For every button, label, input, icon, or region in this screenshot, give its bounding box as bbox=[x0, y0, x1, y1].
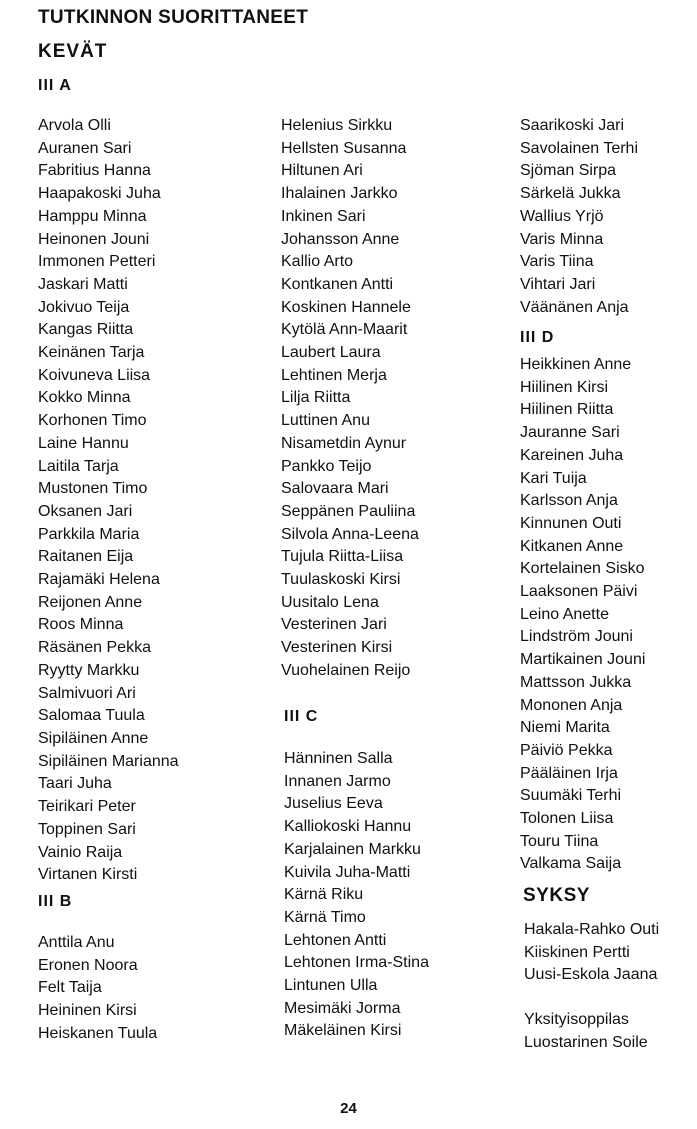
list-item: Savolainen Terhi bbox=[520, 139, 639, 157]
list-item: Laaksonen Päivi bbox=[520, 583, 638, 601]
list-item: Jaskari Matti bbox=[38, 275, 128, 293]
list-item: Hiilinen Riitta bbox=[520, 401, 614, 419]
list-item: Martikainen Jouni bbox=[520, 651, 646, 669]
list-item: Koivuneva Liisa bbox=[38, 366, 151, 384]
name-list-iii-b bbox=[38, 932, 157, 1046]
list-item: Vihtari Jari bbox=[520, 275, 596, 293]
page-number: 24 bbox=[340, 1100, 357, 1117]
list-item: Rajamäki Helena bbox=[38, 571, 160, 589]
list-item: Vuohelainen Reijo bbox=[281, 661, 411, 679]
list-item: Pääläinen Irja bbox=[520, 764, 618, 782]
list-item: Saarikoski Jari bbox=[520, 117, 625, 134]
list-item: Leino Anette bbox=[520, 605, 609, 623]
group-heading-iii-d: III D bbox=[520, 329, 555, 346]
list-item: Väänänen Anja bbox=[520, 298, 629, 316]
list-item: Heikkinen Anne bbox=[520, 356, 632, 373]
list-item: Kari Tuija bbox=[520, 469, 587, 487]
list-item: Räsänen Pekka bbox=[38, 639, 151, 657]
list-item: Sipiläinen Anne bbox=[38, 729, 149, 747]
list-item: Niemi Marita bbox=[520, 719, 610, 737]
list-item: Tuulaskoski Kirsi bbox=[281, 571, 401, 589]
list-item: Luttinen Anu bbox=[281, 412, 370, 430]
list-item: Sipiläinen Marianna bbox=[38, 752, 179, 770]
list-item: Virtanen Kirsti bbox=[38, 866, 138, 884]
list-item: Innanen Jarmo bbox=[284, 772, 391, 790]
list-item: Kuivila Juha-Matti bbox=[284, 863, 411, 881]
list-item: Päiviö Pekka bbox=[520, 741, 613, 759]
list-item: Silvola Anna-Leena bbox=[281, 525, 419, 543]
group-heading-iii-c: III C bbox=[284, 708, 319, 725]
name-list-iii-a bbox=[38, 115, 179, 887]
list-item: Kortelainen Sisko bbox=[520, 560, 645, 578]
list-item: Lehtonen Antti bbox=[284, 931, 387, 949]
list-item: Mattsson Jukka bbox=[520, 673, 632, 691]
list-item: Salovaara Mari bbox=[281, 480, 389, 498]
list-item: Kärnä Timo bbox=[284, 908, 366, 926]
list-item: Mäkeläinen Kirsi bbox=[284, 1022, 402, 1040]
name-list-iii-b-continued bbox=[281, 115, 419, 683]
list-item: Korhonen Timo bbox=[38, 412, 147, 430]
list-item: Salmivuori Ari bbox=[38, 684, 136, 702]
list-item: Hänninen Salla bbox=[284, 750, 393, 767]
list-item: Toppinen Sari bbox=[38, 820, 136, 838]
list-item: Hellsten Susanna bbox=[281, 139, 407, 157]
list-item: Karjalainen Markku bbox=[284, 840, 421, 858]
season-heading-autumn: SYKSY bbox=[523, 885, 590, 906]
private-student-label: Yksityisoppilas bbox=[524, 1011, 629, 1028]
list-item: Vainio Raija bbox=[38, 843, 123, 861]
list-item: Teirikari Peter bbox=[38, 798, 136, 816]
list-item: Tujula Riitta-Liisa bbox=[281, 548, 404, 566]
list-item: Kärnä Riku bbox=[284, 886, 364, 904]
list-item: Raitanen Eija bbox=[38, 548, 134, 566]
list-item: Ihalainen Jarkko bbox=[281, 185, 398, 203]
list-item: Särkelä Jukka bbox=[520, 185, 621, 203]
list-item: Hamppu Minna bbox=[38, 207, 147, 225]
list-item: Wallius Yrjö bbox=[520, 207, 604, 225]
list-item: Tolonen Liisa bbox=[520, 810, 614, 828]
list-item: Sjöman Sirpa bbox=[520, 162, 617, 180]
private-student-block bbox=[524, 1009, 648, 1054]
list-item: Kareinen Juha bbox=[520, 446, 624, 464]
list-item: Fabritius Hanna bbox=[38, 162, 151, 180]
list-item: Heininen Kirsi bbox=[38, 1002, 137, 1020]
list-item: Hakala-Rahko Outi bbox=[524, 921, 660, 938]
list-item: Uusi-Eskola Jaana bbox=[524, 966, 658, 984]
list-item: Hiltunen Ari bbox=[281, 162, 363, 180]
list-item: Haapakoski Juha bbox=[38, 185, 161, 203]
name-list-autumn bbox=[524, 919, 659, 987]
list-item: Kontkanen Antti bbox=[281, 275, 394, 293]
list-item: Kangas Riitta bbox=[38, 321, 134, 339]
list-item: Anttila Anu bbox=[38, 934, 115, 951]
list-item: Heiskanen Tuula bbox=[38, 1024, 158, 1042]
list-item: Varis Tiina bbox=[520, 253, 594, 271]
list-item: Auranen Sari bbox=[38, 139, 132, 157]
list-item: Seppänen Pauliina bbox=[281, 502, 416, 520]
list-item: Taari Juha bbox=[38, 775, 112, 793]
list-item: Parkkila Maria bbox=[38, 525, 140, 543]
list-item: Vesterinen Jari bbox=[281, 616, 387, 634]
list-item: Uusitalo Lena bbox=[281, 593, 379, 611]
list-item: Ryytty Markku bbox=[38, 661, 140, 679]
group-heading-iii-a: III A bbox=[38, 77, 72, 94]
list-item: Arvola Olli bbox=[38, 117, 111, 134]
list-item: Lehtinen Merja bbox=[281, 366, 387, 384]
list-item: Lindström Jouni bbox=[520, 628, 633, 646]
list-item: Lintunen Ulla bbox=[284, 977, 378, 995]
list-item: Hiilinen Kirsi bbox=[520, 378, 609, 396]
list-item: Suumäki Terhi bbox=[520, 787, 622, 805]
list-item: Helenius Sirkku bbox=[281, 117, 393, 134]
group-heading-iii-b: III B bbox=[38, 893, 73, 910]
name-list-iii-d bbox=[520, 354, 645, 876]
list-item: Heinonen Jouni bbox=[38, 230, 150, 248]
list-item: Laubert Laura bbox=[281, 344, 381, 362]
list-item: Varis Minna bbox=[520, 230, 604, 248]
list-item: Lilja Riitta bbox=[281, 389, 351, 407]
page-title: TUTKINNON SUORITTANEET bbox=[38, 7, 309, 28]
list-item: Juselius Eeva bbox=[284, 795, 383, 813]
list-item: Touru Tiina bbox=[520, 832, 599, 850]
list-item: Salomaa Tuula bbox=[38, 707, 145, 725]
list-item: Valkama Saija bbox=[520, 855, 622, 873]
list-item: Kytölä Ann-Maarit bbox=[281, 321, 408, 339]
list-item: Kinnunen Outi bbox=[520, 514, 622, 532]
list-item: Kalliokoski Hannu bbox=[284, 818, 412, 836]
list-item: Pankko Teijo bbox=[281, 457, 372, 475]
list-item: Lehtonen Irma-Stina bbox=[284, 954, 429, 972]
list-item: Nisametdin Aynur bbox=[281, 434, 407, 452]
list-item: Vesterinen Kirsi bbox=[281, 639, 393, 657]
list-item: Koskinen Hannele bbox=[281, 298, 411, 316]
list-item: Roos Minna bbox=[38, 616, 124, 634]
list-item: Karlsson Anja bbox=[520, 492, 618, 510]
list-item: Keinänen Tarja bbox=[38, 344, 145, 362]
season-heading-spring: KEVÄT bbox=[38, 41, 108, 62]
list-item: Eronen Noora bbox=[38, 956, 138, 974]
name-list-iii-c bbox=[284, 748, 429, 1043]
list-item: Kokko Minna bbox=[38, 389, 131, 407]
list-item: Johansson Anne bbox=[281, 230, 400, 248]
list-item: Mononen Anja bbox=[520, 696, 623, 714]
list-item: Felt Taija bbox=[38, 979, 102, 997]
list-item: Laine Hannu bbox=[38, 434, 129, 452]
list-item: Jauranne Sari bbox=[520, 424, 620, 442]
list-item: Kitkanen Anne bbox=[520, 537, 624, 555]
list-item: Mesimäki Jorma bbox=[284, 999, 401, 1017]
list-item: Laitila Tarja bbox=[38, 457, 119, 475]
list-item: Jokivuo Teija bbox=[38, 298, 130, 316]
list-item: Mustonen Timo bbox=[38, 480, 148, 498]
private-student-name: Luostarinen Soile bbox=[524, 1033, 648, 1051]
name-list-iii-c-continued bbox=[520, 115, 638, 319]
list-item: Kiiskinen Pertti bbox=[524, 943, 630, 961]
list-item: Oksanen Jari bbox=[38, 502, 133, 520]
list-item: Reijonen Anne bbox=[38, 593, 143, 611]
list-item: Kallio Arto bbox=[281, 253, 354, 271]
list-item: Immonen Petteri bbox=[38, 253, 156, 271]
list-item: Inkinen Sari bbox=[281, 207, 366, 225]
